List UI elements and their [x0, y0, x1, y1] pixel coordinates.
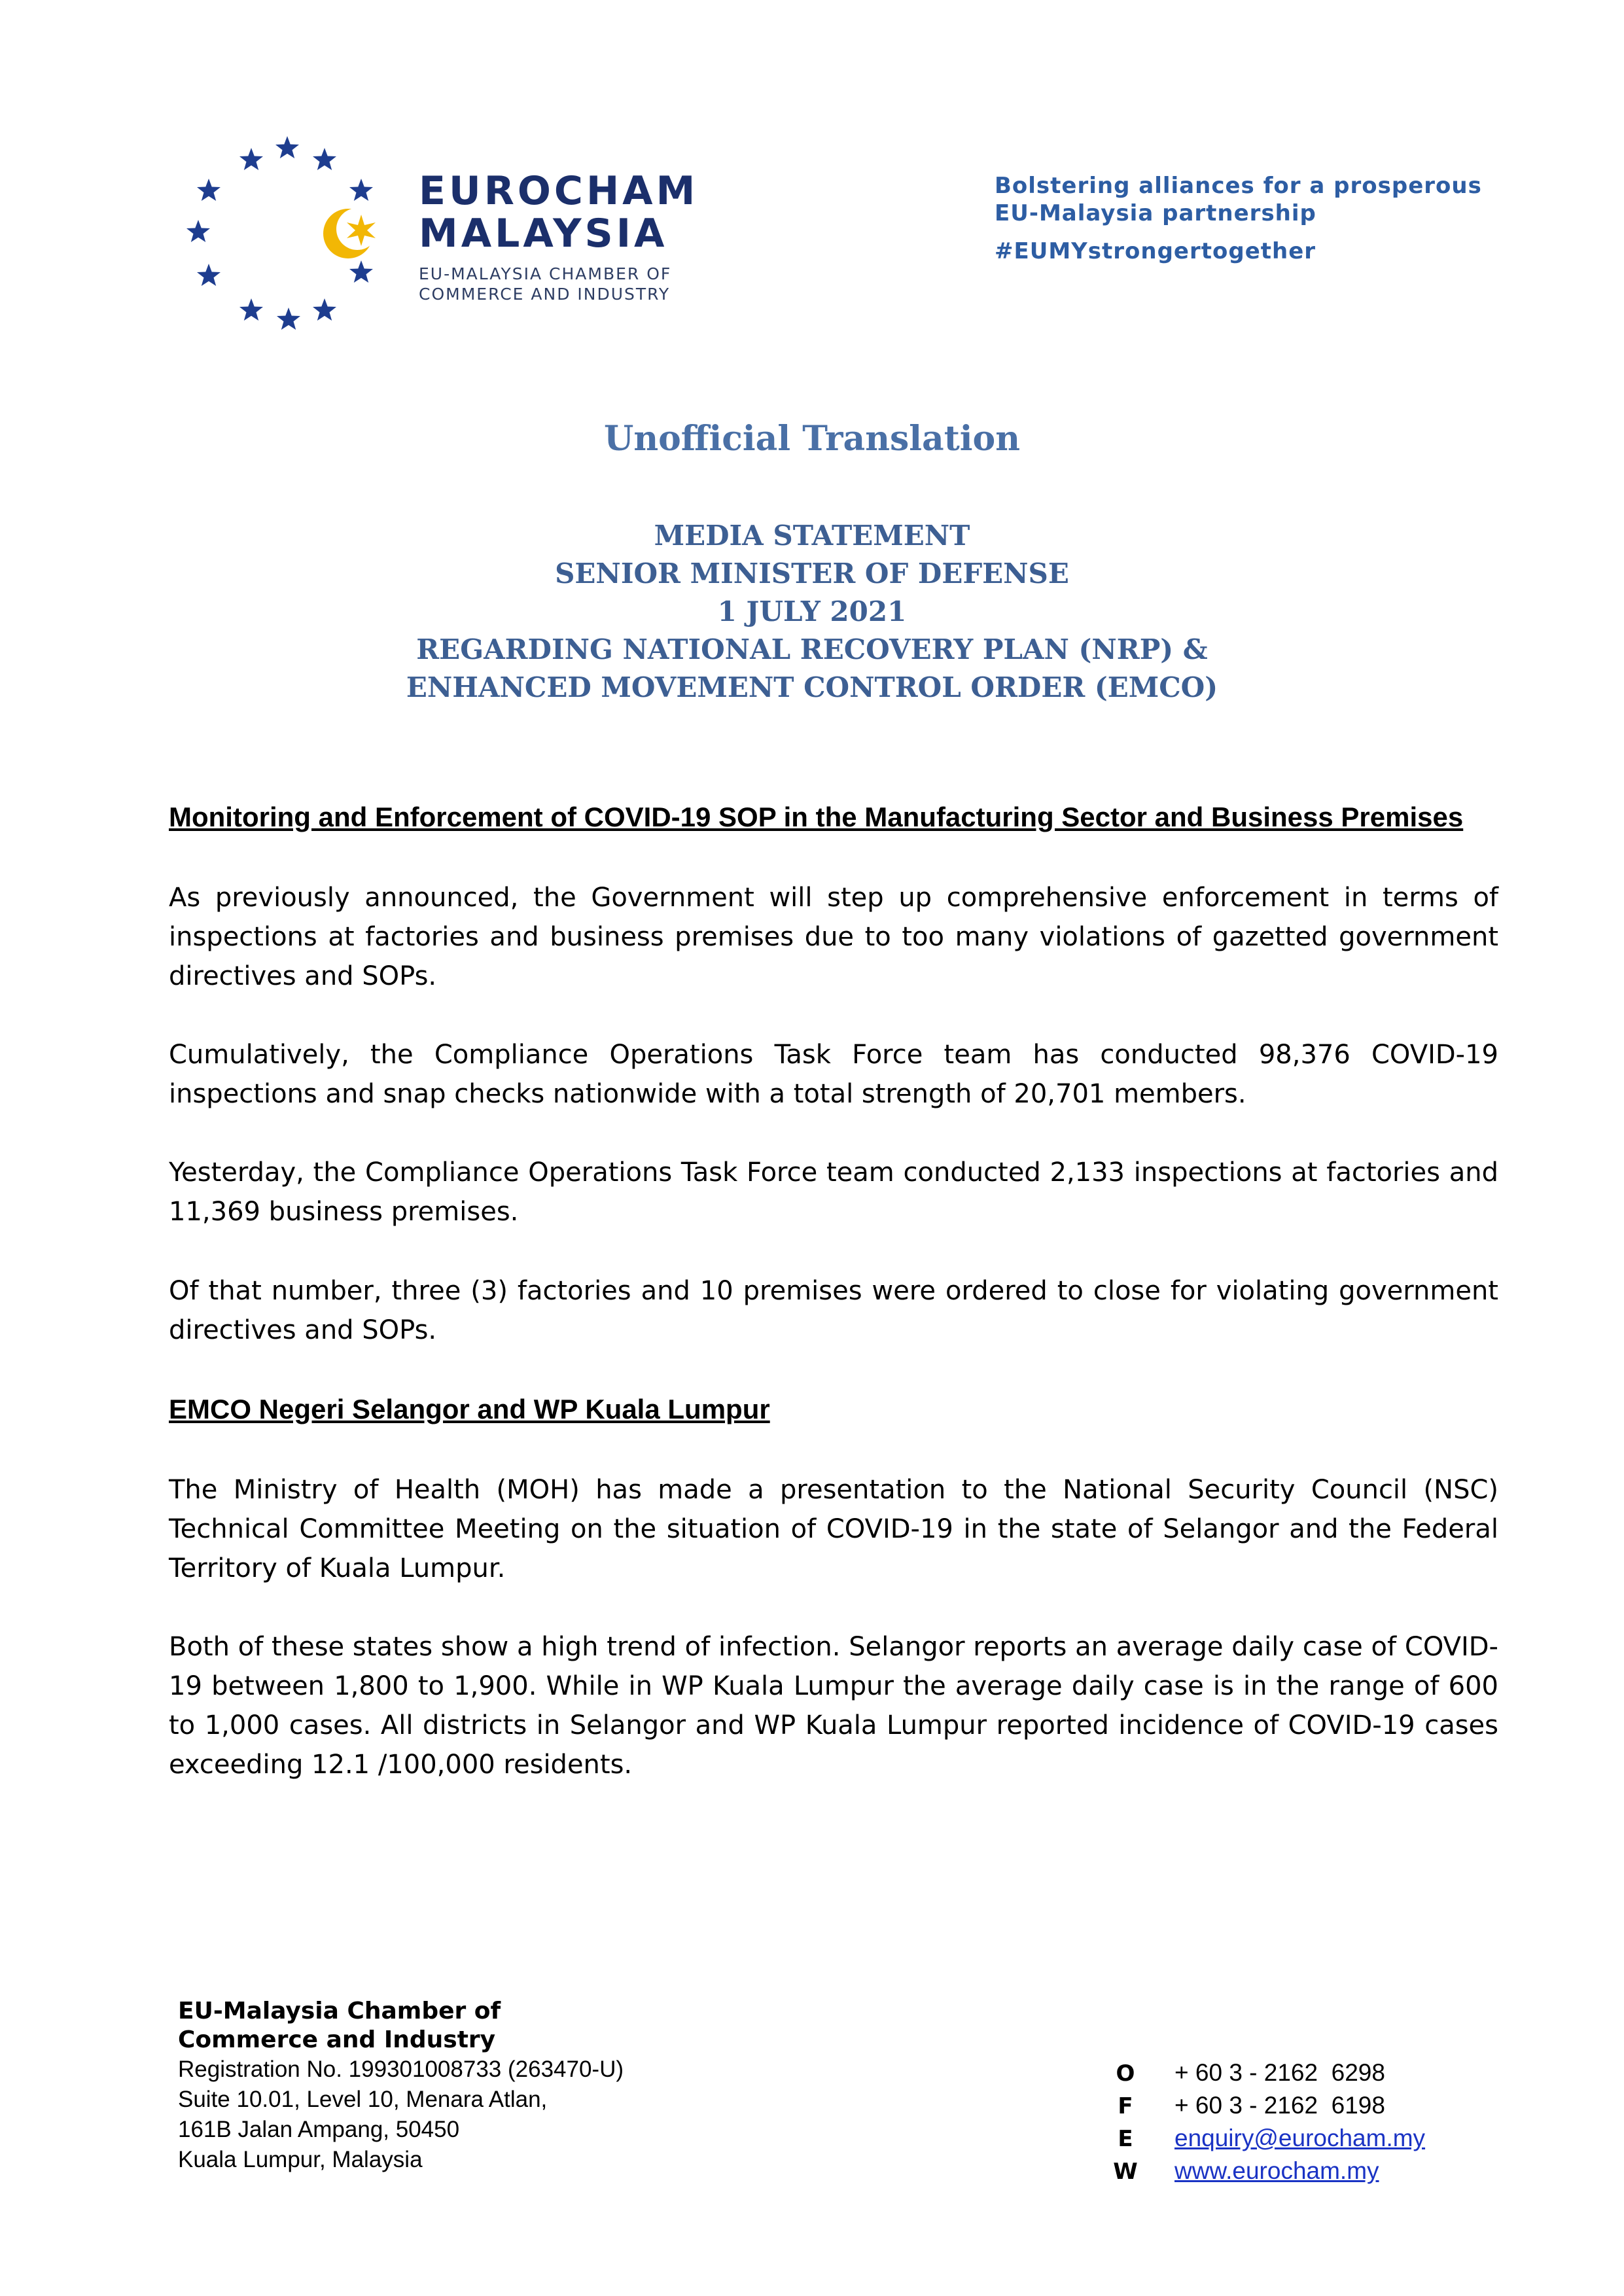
tagline-line1: Bolstering alliances for a prosperous: [995, 173, 1482, 199]
unofficial-translation-title: Unofficial Translation: [603, 419, 1021, 459]
footer-registration: Registration No. 199301008733 (263470-U): [178, 2057, 624, 2082]
section-heading-emco: EMCO Negeri Selangor and WP Kuala Lumpur: [169, 1394, 770, 1424]
paragraph: Of that number, three (3) factories and 10 premises were ordered to close for violating government directives and SOPs.: [169, 1276, 1498, 1345]
paragraph: As previously announced, the Government will step up comprehensive enforcement in terms of inspections at factories and business premises due to too many violations of gazetted government directives and SOPs.: [169, 883, 1498, 991]
star-icon: [349, 179, 373, 201]
star-icon: [313, 148, 336, 170]
footer-org-line2: Commerce and Industry: [178, 2026, 496, 2053]
fax-label: F: [1118, 2093, 1133, 2119]
statement-line: REGARDING NATIONAL RECOVERY PLAN (NRP) &: [416, 633, 1208, 665]
statement-line: 1 JULY 2021: [717, 595, 907, 627]
paragraph: Both of these states show a high trend of infection. Selangor reports an average daily case of COVID-19 between 1,800 to 1,900. While in WP Kuala Lumpur the average daily case is in the range of 600 to 1,000 cases. All districts in Selangor and WP Kuala Lumpur reported incidence of COVID-19 cases exceeding 12.1 /100,000 residents.: [169, 1632, 1498, 1780]
star-icon: [313, 298, 336, 321]
office-phone-label: O: [1116, 2060, 1135, 2087]
section-heading-enforcement: Monitoring and Enforcement of COVID-19 SOP in the Manufacturing Sector and Business Premises: [169, 802, 1464, 832]
website-link[interactable]: www.eurocham.my: [1174, 2157, 1379, 2184]
star-icon: [186, 220, 210, 242]
hashtag: #EUMYstrongertogether: [995, 238, 1316, 264]
footer-address-line1: Suite 10.01, Level 10, Menara Atlan,: [178, 2087, 548, 2112]
brand-name-line2: MALAYSIA: [419, 211, 668, 256]
star-icon: [349, 260, 373, 283]
footer-address-line2: 161B Jalan Ampang, 50450: [178, 2117, 460, 2142]
statement-line: MEDIA STATEMENT: [654, 520, 970, 552]
footer-org-line1: EU-Malaysia Chamber of: [178, 1998, 501, 2024]
email-link[interactable]: enquiry@eurocham.my: [1174, 2125, 1426, 2151]
paragraph: Yesterday, the Compliance Operations Task Force team conducted 2,133 inspections at factories and 11,369 business premises.: [169, 1157, 1498, 1227]
fax-value: + 60 3 - 2162 6198: [1174, 2092, 1385, 2119]
brand-name-line1: EUROCHAM: [419, 168, 699, 214]
crescent-moon-icon: [323, 208, 378, 258]
star-icon: [239, 148, 263, 170]
star-icon: [239, 298, 263, 321]
statement-line: ENHANCED MOVEMENT CONTROL ORDER (EMCO): [406, 671, 1218, 703]
star-icon: [197, 264, 221, 286]
brand-subtitle-line1: EU-MALAYSIA CHAMBER OF: [419, 264, 672, 283]
star-icon: [277, 308, 300, 330]
tagline-line2: EU-Malaysia partnership: [995, 200, 1316, 226]
statement-line: SENIOR MINISTER OF DEFENSE: [555, 557, 1069, 590]
website-label: W: [1113, 2159, 1138, 2185]
paragraph: The Ministry of Health (MOH) has made a presentation to the National Security Council (NSC) Technical Committee Meeting on the situation of COVID-19 in the state of Selangor and the Federal Territory of Kuala Lumpur.: [169, 1475, 1498, 1583]
paragraph: Cumulatively, the Compliance Operations Task Force team has conducted 98,376 COVID-19 inspections and snap checks nationwide with a total strength of 20,701 members.: [169, 1040, 1498, 1109]
star-icon: [275, 136, 299, 158]
star-icon: [197, 179, 221, 201]
office-phone-value: + 60 3 - 2162 6298: [1174, 2059, 1385, 2086]
email-label: E: [1118, 2126, 1133, 2152]
brand-subtitle-line2: COMMERCE AND INDUSTRY: [419, 285, 671, 304]
eurocham-logo-icon: [183, 131, 393, 340]
footer-address-line3: Kuala Lumpur, Malaysia: [178, 2147, 423, 2172]
